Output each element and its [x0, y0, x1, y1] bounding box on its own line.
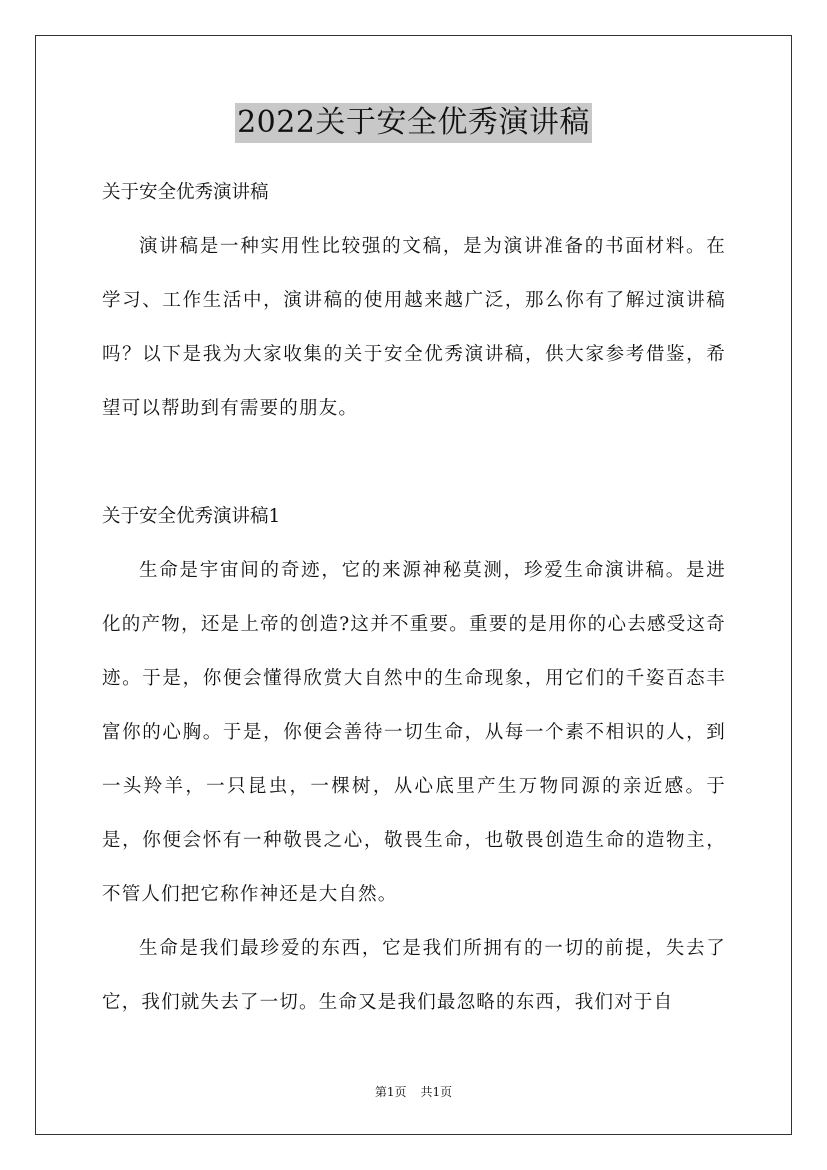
section-spacer	[102, 436, 726, 490]
section-1-paragraph-1: 生命是宇宙间的奇迹，它的来源神秘莫测，珍爱生命演讲稿。是进化的产物，还是上帝的创造?这并不重要。重要的是用你的心去感受这奇迹。于是，你便会懂得欣赏大自然中的生命现象，用它们的千姿百态丰富你的心胸。于是，你便会善待一切生命，从每一个素不相识的人，到一头羚羊，一只昆虫，一棵树，从心底里产生万物同源的亲近感。于是，你便会怀有一种敬畏之心，敬畏生命，也敬畏创造生命的造物主，不管人们把它称作神还是大自然。	[102, 560, 726, 905]
title-wrap	[0, 103, 827, 143]
intro-paragraph: 演讲稿是一种实用性比较强的文稿，是为演讲准备的书面材料。在学习、工作生活中，演讲稿的使用越来越广泛，那么你有了解过演讲稿吗？以下是我为大家收集的关于安全优秀演讲稿，供大家参考借鉴，希望可以帮助到有需要的朋友。	[102, 236, 726, 419]
page-number-current: 第1页	[374, 1085, 407, 1099]
page-footer	[0, 1084, 827, 1100]
section-1-paragraph-2: 生命是我们最珍爱的东西，它是我们所拥有的一切的前提，失去了它，我们就失去了一切。生命又是我们最忽略的东西，我们对于自	[102, 938, 726, 1013]
document-body	[102, 166, 726, 1030]
intro-heading: 关于安全优秀演讲稿	[102, 182, 269, 203]
document-title: 2022关于安全优秀演讲稿	[235, 103, 592, 143]
page-number-total: 共1页	[420, 1085, 453, 1099]
section-1-heading: 关于安全优秀演讲稿1	[102, 506, 281, 527]
